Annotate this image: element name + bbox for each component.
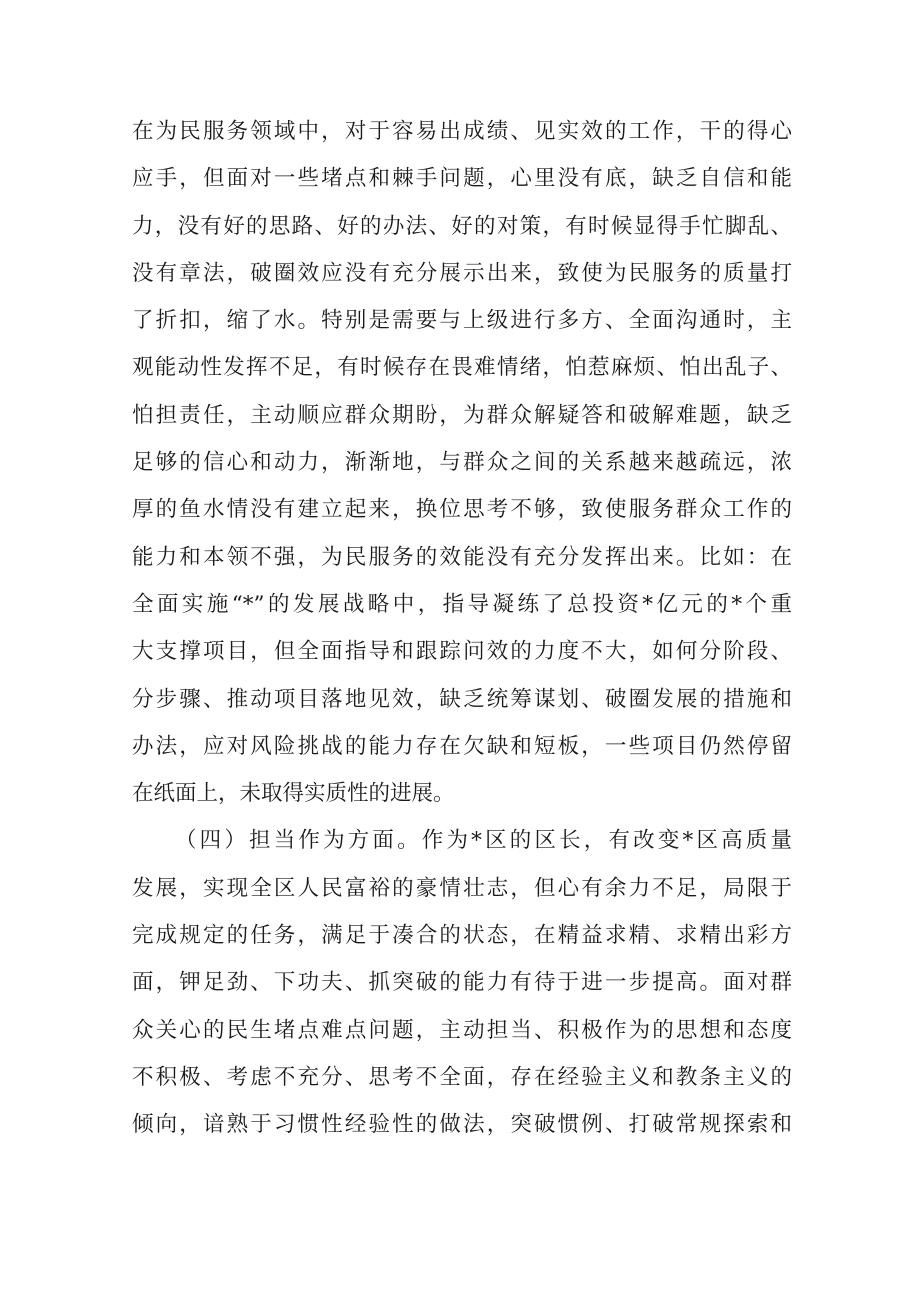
paragraph-line: 力，没有好的思路、好的办法、好的对策，有时候显得手忙脚乱、 — [132, 213, 792, 239]
paragraph-line: 不积极、考虑不充分、思考不全面，存在经验主义和教条主义的 — [132, 1064, 792, 1090]
paragraph-line: 观能动性发挥不足，有时候存在畏难情绪，怕惹麻烦、怕出乱子、 — [132, 355, 792, 381]
paragraph-2 — [132, 817, 792, 1148]
paragraph-line: 应手，但面对一些堵点和棘手问题，心里没有底，缺乏自信和能 — [132, 166, 792, 192]
document-body — [132, 108, 792, 1149]
paragraph-line: 众关心的民生堵点难点问题，主动担当、积极作为的思想和态度 — [132, 1017, 792, 1043]
paragraph-line: 在纸面上，未取得实质性的进展。 — [132, 781, 455, 807]
paragraph-line: 怕担责任，主动顺应群众期盼，为群众解疑答和破解难题，缺乏 — [132, 402, 792, 428]
paragraph-line: 在为民服务领域中，对于容易出成绩、见实效的工作，干的得心 — [132, 119, 792, 144]
section-heading-line: （四）担当作为方面。作为*区的区长，有改变*区高质量 — [175, 828, 792, 854]
paragraph-line: 全面实施“*”的发展战略中，指导凝练了总投资*亿元的*个重 — [132, 591, 792, 617]
paragraph-line: 办法，应对风险挑战的能力存在欠缺和短板，一些项目仍然停留 — [132, 733, 792, 759]
paragraph-line: 没有章法，破圈效应没有充分展示出来，致使为民服务的质量打 — [132, 260, 792, 286]
paragraph-line: 面，钾足劲、下功夫、抓突破的能力有待于进一步提高。面对群 — [132, 970, 792, 996]
paragraph-line: 厚的鱼水情没有建立起来，换位思考不够，致使服务群众工作的 — [132, 497, 792, 523]
paragraph-line: 了折扣，缩了水。特别是需要与上级进行多方、全面沟通时，主 — [132, 308, 792, 334]
paragraph-line: 足够的信心和动力，渐渐地，与群众之间的关系越来越疏远，浓 — [132, 450, 792, 476]
paragraph-line: 倾向，谙熟于习惯性经验性的做法，突破惯例、打破常规探索和 — [132, 1112, 792, 1138]
paragraph-1 — [132, 108, 792, 817]
paragraph-line: 分步骤、推动项目落地见效，缺乏统筹谋划、破圈发展的措施和 — [132, 686, 792, 712]
paragraph-line: 大支撑项目，但全面指导和跟踪问效的力度不大，如何分阶段、 — [132, 639, 792, 665]
paragraph-line: 完成规定的任务，满足于凑合的状态，在精益求精、求精出彩方 — [132, 923, 792, 949]
paragraph-line: 发展，实现全区人民富裕的豪情壮志，但心有余力不足，局限于 — [132, 875, 792, 901]
paragraph-line: 能力和本领不强，为民服务的效能没有充分发挥出来。比如：在 — [132, 544, 792, 570]
